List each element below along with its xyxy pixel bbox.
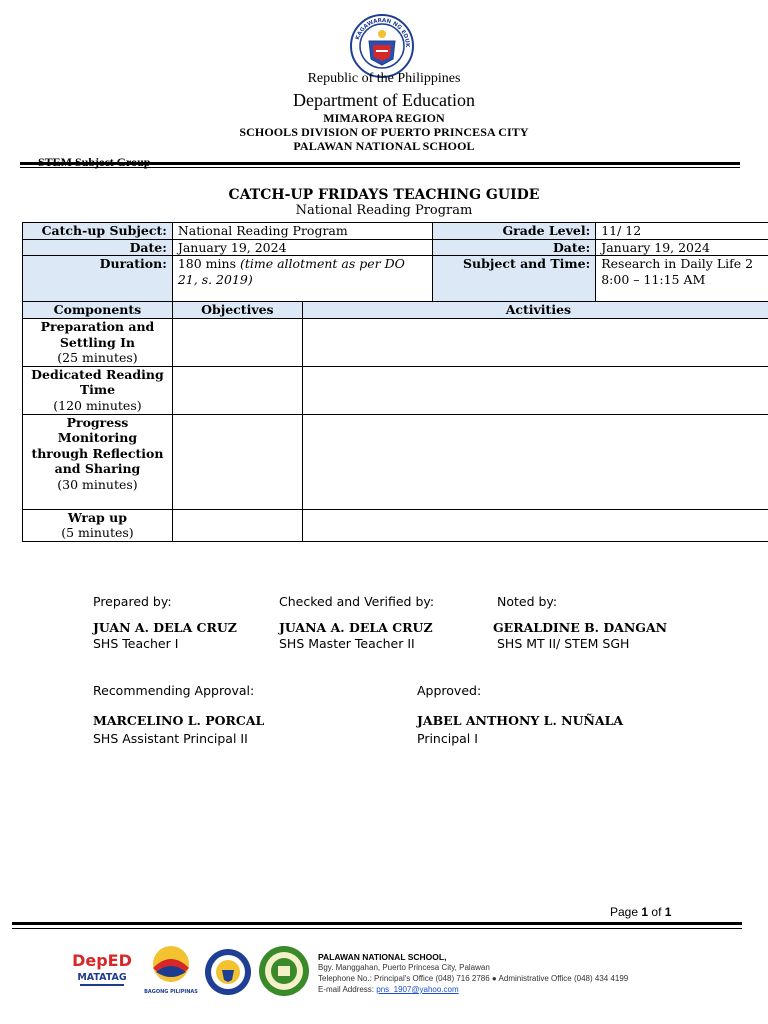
subject-time-label: Subject and Time: (433, 256, 596, 303)
matatag-logo-text: MATATAG (77, 972, 127, 983)
duration-cell (172, 256, 433, 303)
subject-time-cell (596, 256, 768, 303)
components-table (22, 301, 768, 542)
deped-seal-logo (349, 13, 415, 79)
objectives-cell (172, 366, 302, 414)
prepared-by-title: SHS Teacher I (93, 636, 179, 651)
component-name: Preparation and Settling In (40, 319, 155, 350)
duration-label: Duration: (23, 256, 173, 303)
footer-divider-thin (12, 928, 742, 929)
component-cell (23, 414, 173, 509)
republic-heading: Republic of the Philippines (307, 71, 461, 86)
component-cell (23, 509, 173, 541)
bagong-pilipinas-logo (142, 942, 200, 996)
checked-by-title: SHS Master Teacher II (279, 636, 415, 651)
header-objectives: Objectives (172, 302, 302, 319)
duration-note: (time allotment as per DO 21, s. 2019) (177, 256, 405, 287)
time-value: 8:00 – 11:15 AM (601, 271, 706, 287)
footer-email-link[interactable]: pns_1907@yahoo.com (376, 985, 459, 994)
noted-by-label: Noted by: (497, 594, 558, 609)
component-minutes: (5 minutes) (61, 525, 134, 540)
bagong-logo-text: BAGONG PILIPINAS (144, 989, 198, 995)
subject-time-value: Research in Daily Life 2 (601, 256, 754, 271)
seal-text: KAGAWARAN NG EDUK (354, 17, 411, 48)
component-name: Wrap up (67, 509, 127, 525)
date-label: Date: (23, 239, 173, 256)
info-table (22, 222, 768, 303)
page-total: 1 (664, 905, 672, 919)
objectives-cell (172, 509, 302, 541)
noted-by-title: SHS MT II/ STEM SGH (497, 636, 630, 651)
header-components: Components (23, 302, 173, 319)
approved-label: Approved: (417, 683, 482, 698)
deped-logo-text: DepED (72, 951, 132, 970)
school-heading: PALAWAN NATIONAL SCHOOL (293, 139, 475, 153)
duration-value: 180 mins (177, 256, 236, 271)
footer-school-name: PALAWAN NATIONAL SCHOOL, (318, 952, 447, 962)
date-value: January 19, 2024 (172, 239, 433, 256)
checked-by-label: Checked and Verified by: (279, 594, 435, 609)
footer-email-line (318, 985, 459, 995)
activities-cell (302, 509, 768, 541)
page-of: of (651, 905, 662, 919)
table-row (23, 366, 768, 414)
approved-title: Principal I (417, 731, 478, 746)
component-name: Progress Monitoring through Reflection and Sharing (31, 414, 164, 476)
catchup-subject-label: Catch-up Subject: (23, 223, 173, 240)
deped-matatag-logo (72, 944, 132, 992)
component-cell (23, 319, 173, 367)
checked-by-name: JUANA A. DELA CRUZ (279, 620, 433, 635)
region-heading: MIMAROPA REGION (323, 111, 445, 125)
activities-cell (302, 414, 768, 509)
component-minutes: (30 minutes) (57, 476, 138, 492)
objectives-cell (172, 414, 302, 509)
recommending-label: Recommending Approval: (93, 683, 255, 698)
noted-by-name: GERALDINE B. DANGAN (493, 620, 668, 635)
footer-telephone: Telephone No.: Principal's Office (048) 716 2786 ● Administrative Office (048) 434 4199 (318, 974, 629, 983)
table-row (23, 509, 768, 541)
component-name: Dedicated Reading Time (31, 366, 164, 397)
approved-name: JABEL ANTHONY L. NUÑALA (417, 713, 624, 728)
table-row (23, 414, 768, 509)
header-activities: Activities (302, 302, 768, 319)
footer-address: Bgy. Manggahan, Puerto Princesa City, Palawan (318, 963, 490, 972)
header-divider-thick (20, 162, 740, 165)
date-label-2: Date: (433, 239, 596, 256)
activities-cell (302, 366, 768, 414)
guide-subtitle: National Reading Program (295, 203, 473, 218)
prepared-by-name: JUAN A. DELA CRUZ (93, 620, 237, 635)
sdo-seal-logo (204, 948, 252, 996)
page-prefix: Page (610, 905, 639, 919)
table-row (23, 319, 768, 367)
prepared-by-label: Prepared by: (93, 594, 172, 609)
page-number (610, 905, 671, 919)
page-current: 1 (641, 905, 649, 919)
component-minutes: (25 minutes) (57, 350, 138, 365)
component-minutes: (120 minutes) (53, 397, 142, 413)
component-cell (23, 366, 173, 414)
recommending-title: SHS Assistant Principal II (93, 731, 248, 746)
catchup-subject-value: National Reading Program (172, 223, 433, 240)
grade-level-label: Grade Level: (433, 223, 596, 240)
footer-email-label: E-mail Address: (318, 985, 375, 994)
grade-level-value: 11/ 12 (596, 223, 768, 240)
guide-title: CATCH-UP FRIDAYS TEACHING GUIDE (228, 187, 540, 203)
date-value-2: January 19, 2024 (596, 239, 768, 256)
pns-seal-logo (258, 945, 310, 997)
department-heading: Department of Education (293, 90, 475, 110)
division-heading: SCHOOLS DIVISION OF PUERTO PRINCESA CITY (239, 125, 529, 139)
recommending-name: MARCELINO L. PORCAL (93, 713, 265, 728)
header-divider-thin (20, 167, 740, 168)
footer-divider-thick (12, 922, 742, 925)
objectives-cell (172, 319, 302, 367)
activities-cell (302, 319, 768, 367)
